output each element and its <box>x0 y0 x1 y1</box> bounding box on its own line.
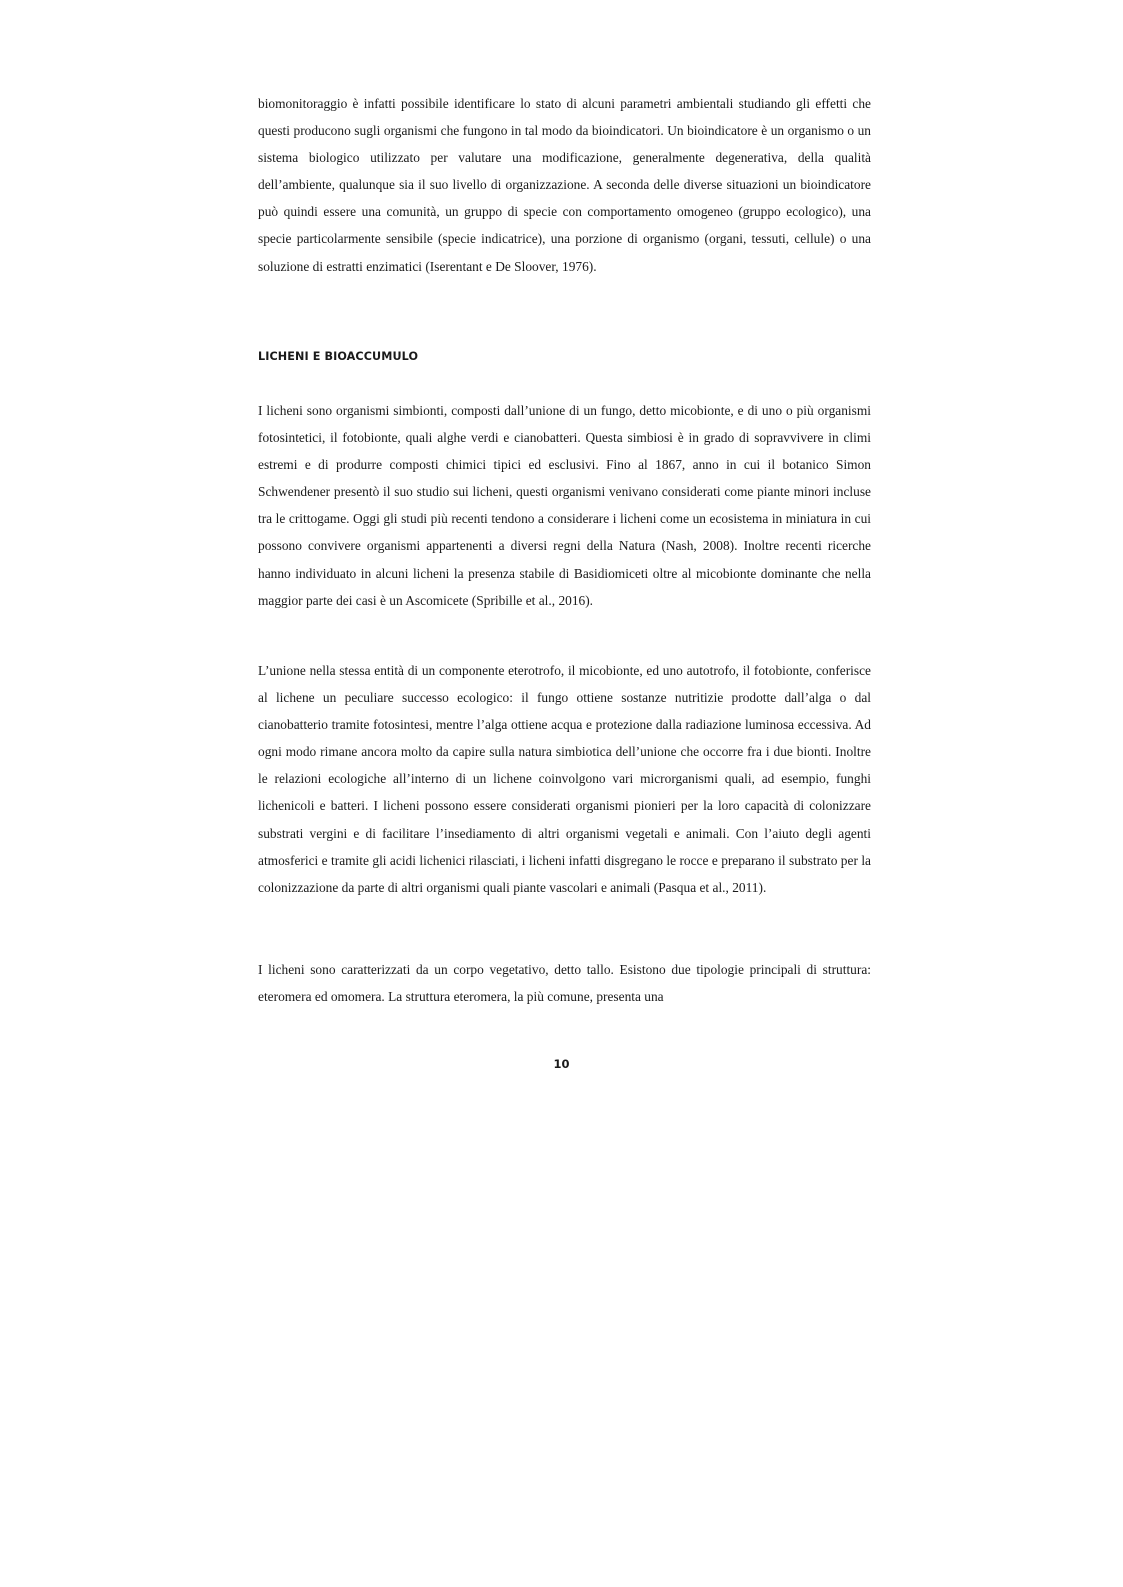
paragraph-symbiosis: L’unione nella stessa entità di un componente eterotrofo, il micobionte, ed uno autotrofo, il fotobionte, conferisce al lichene un peculiare successo ecologico: il fungo ottiene sostanze nutritizie prodotte dall’alga o dal cianobatterio tramite fotosintesi, mentre l’alga ottiene acqua e protezione dalla radiazione luminosa eccessiva. Ad ogni modo rimane ancora molto da capire sulla natura simbiotica dell’unione che occorre fra i due bionti. Inoltre le relazioni ecologiche all’interno di un lichene coinvolgono vari microrganismi quali, ad esempio, funghi lichenicoli e batteri. I licheni possono essere considerati organismi pionieri per la loro capacità di colonizzare substrati vergini e di facilitare l’insediamento di altri organismi vegetali e animali. Con l’aiuto degli agenti atmosferici e tramite gli acidi lichenici rilasciati, i licheni infatti disgregano le rocce e preparano il substrato per la colonizzazione da parte di altri organismi quali piante vascolari e animali (Pasqua et al., 2011). <box>258 663 871 895</box>
paragraph-thallus: I licheni sono caratterizzati da un corpo vegetativo, detto tallo. Esistono due tipologie principali di struttura: eteromera ed omomera. La struttura eteromera, la più comune, presenta una <box>258 962 871 1005</box>
section-heading: LICHENI E BIOACCUMULO <box>258 350 419 363</box>
page-number: 10 <box>553 1057 570 1071</box>
paragraph-lichens-intro: I licheni sono organismi simbionti, composti dall’unione di un fungo, detto micobionte, e di uno o più organismi fotosintetici, il fotobionte, quali alghe verdi e cianobatteri. Questa simbiosi è in grado di sopravvivere in climi estremi e di produrre composti chimici tipici ed esclusivi. Fino al 1867, anno in cui il botanico Simon Schwendener presentò il suo studio sui licheni, questi organismi venivano considerati come piante minori incluse tra le crittogame. Oggi gli studi più recenti tendono a considerare i licheni come un ecosistema in miniatura in cui possono convivere organismi appartenenti a diversi regni della Natura (Nash, 2008). Inoltre recenti ricerche hanno individuato in alcuni licheni la presenza stabile di Basidiomiceti oltre al micobionte dominante che nella maggior parte dei casi è un Ascomicete (Spribille et al., 2016). <box>258 403 871 608</box>
paragraph-bioindicators: biomonitoraggio è infatti possibile identificare lo stato di alcuni parametri ambientali studiando gli effetti che questi producono sugli organismi che fungono in tal modo da bioindicatori. Un bioindicatore è un organismo o un sistema biologico utilizzato per valutare una modificazione, generalmente degenerativa, della qualità dell’ambiente, qualunque sia il suo livello di organizzazione. A seconda delle diverse situazioni un bioindicatore può quindi essere una comunità, un gruppo di specie con comportamento omogeneo (gruppo ecologico), una specie particolarmente sensibile (specie indicatrice), una porzione di organismo (organi, tessuti, cellule) o una soluzione di estratti enzimatici (Iserentant e De Sloover, 1976). <box>258 96 871 274</box>
